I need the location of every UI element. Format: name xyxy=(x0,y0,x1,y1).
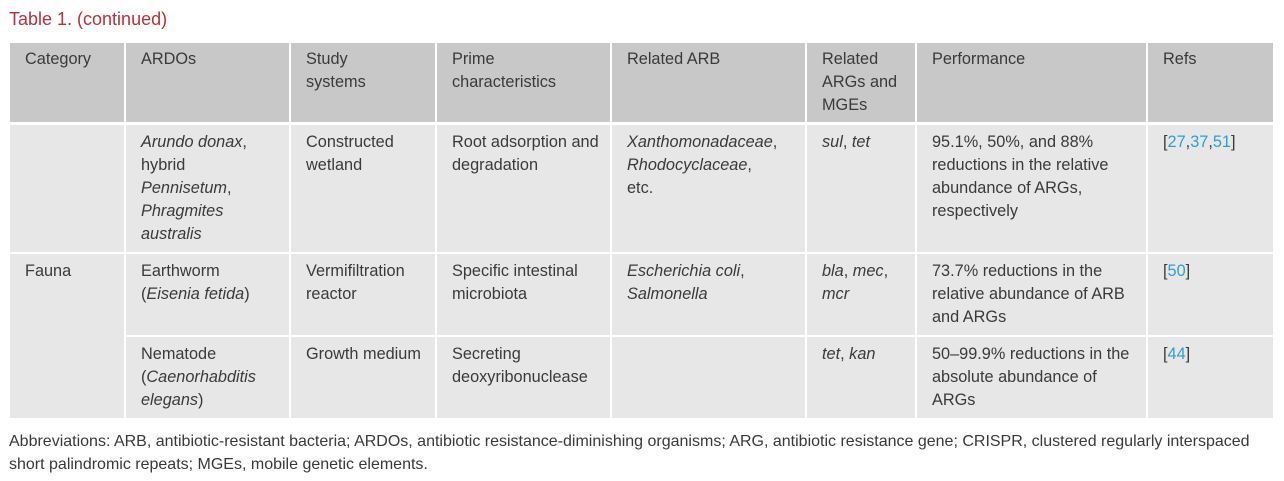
cell-performance: 73.7% reductions in the relative abundance of ARB and ARGs xyxy=(916,253,1147,336)
cell-related-arb xyxy=(611,336,806,418)
header-study-systems: Study systems xyxy=(290,43,436,124)
header-category: Category xyxy=(10,43,125,124)
header-performance: Performance xyxy=(916,43,1147,124)
cell-refs: [50] xyxy=(1147,253,1273,336)
cell-category: Fauna xyxy=(10,253,125,336)
data-table xyxy=(10,43,1273,418)
ref-link[interactable]: 27 xyxy=(1167,133,1186,151)
cell-related-args: tet, kan xyxy=(806,336,916,418)
cell-refs: [44] xyxy=(1147,336,1273,418)
cell-ardos: Arundo donax, hybrid Pennisetum, Phragmites australis xyxy=(125,124,290,254)
cell-study-systems: Vermifiltration reactor xyxy=(290,253,436,336)
cell-prime-characteristics: Root adsorption and degradation xyxy=(436,124,611,254)
cell-related-arb: Escherichia coli, Salmonella xyxy=(611,253,806,336)
cell-prime-characteristics: Secreting deoxyribonuclease xyxy=(436,336,611,418)
cell-ardos: Nematode (Caenorhabditis elegans) xyxy=(125,336,290,418)
cell-prime-characteristics: Specific intestinal microbiota xyxy=(436,253,611,336)
cell-ardos: Earthworm (Eisenia fetida) xyxy=(125,253,290,336)
table-row xyxy=(10,124,1273,254)
ref-link[interactable]: 44 xyxy=(1167,345,1186,363)
header-related-args: Related ARGs and MGEs xyxy=(806,43,916,124)
cell-performance: 95.1%, 50%, and 88% reductions in the relative abundance of ARGs, respectively xyxy=(916,124,1147,254)
ref-link[interactable]: 51 xyxy=(1212,133,1231,151)
cell-related-args: bla, mec, mcr xyxy=(806,253,916,336)
header-refs: Refs xyxy=(1147,43,1273,124)
cell-study-systems: Constructed wetland xyxy=(290,124,436,254)
ref-link[interactable]: 37 xyxy=(1190,133,1209,151)
table-row xyxy=(10,253,1273,336)
table-caption: Table 1. (continued) xyxy=(9,9,168,29)
table-row xyxy=(10,336,1273,418)
cell-related-args: sul, tet xyxy=(806,124,916,254)
cell-related-arb: Xanthomonadaceae, Rhodocyclaceae, etc. xyxy=(611,124,806,254)
cell-performance: 50–99.9% reductions in the absolute abundance of ARGs xyxy=(916,336,1147,418)
header-related-arb: Related ARB xyxy=(611,43,806,124)
header-ardos: ARDOs xyxy=(125,43,290,124)
header-prime-characteristics: Prime characteristics xyxy=(436,43,611,124)
ref-link[interactable]: 50 xyxy=(1167,262,1186,280)
table-footnote: Abbreviations: ARB, antibiotic-resistant bacteria; ARDOs, antibiotic resistance-diminishing organisms; ARG, antibiotic resistance gene; CRISPR, clustered regularly interspaced short palindromic repeats; MGEs, mobile genetic elements. xyxy=(9,433,1250,473)
cell-study-systems: Growth medium xyxy=(290,336,436,418)
cell-category xyxy=(10,336,125,418)
table-header-row xyxy=(10,43,1273,124)
cell-refs: [27,37,51] xyxy=(1147,124,1273,254)
cell-category xyxy=(10,124,125,254)
